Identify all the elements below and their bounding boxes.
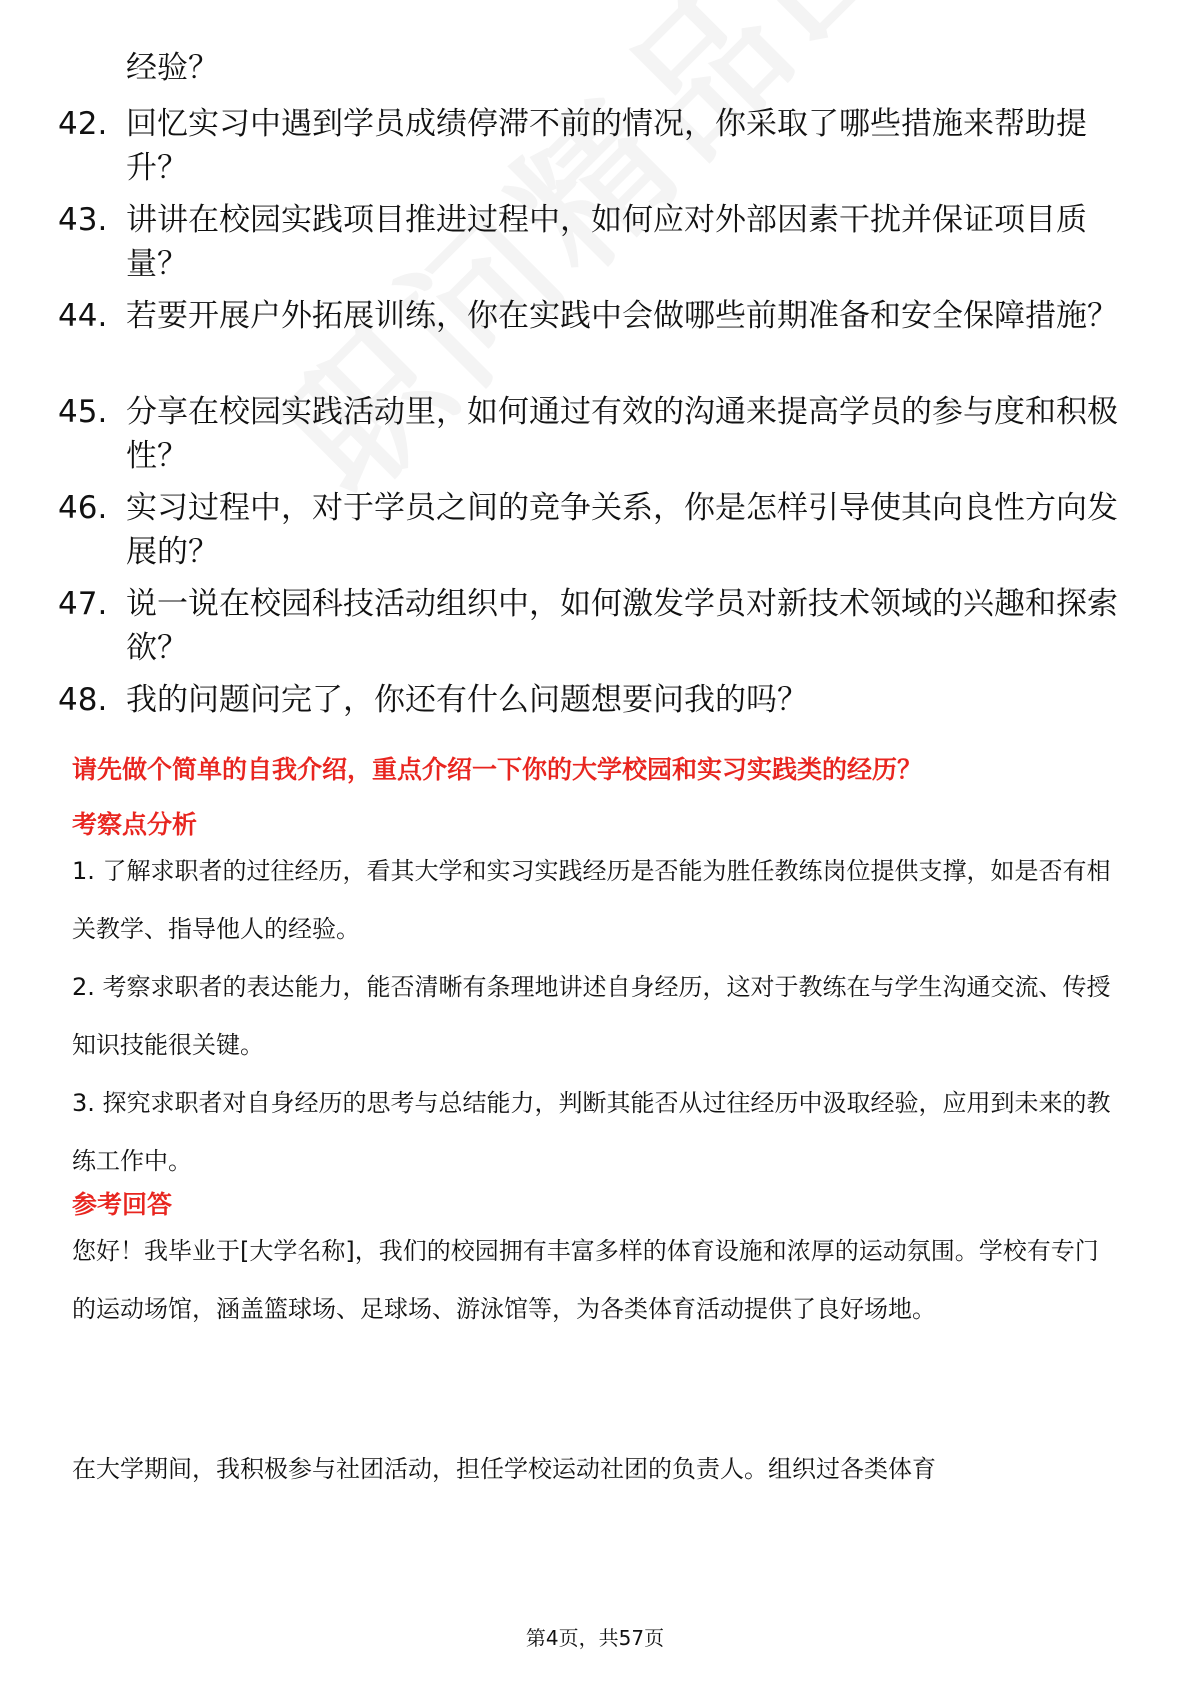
list-item [58, 390, 1118, 478]
list-item [58, 678, 1118, 722]
question-text: 经验？ [126, 50, 219, 86]
question-text: 分享在校园实践活动里，如何通过有效的沟通来提高学员的参与度和积极性？ [126, 394, 1118, 474]
page-number: 第4页，共57页 [525, 1626, 665, 1650]
list-item [58, 198, 1118, 286]
question-text: 实习过程中，对于学员之间的竞争关系，你是怎样引导使其向良性方向发展的？ [126, 490, 1118, 570]
question-text: 我的问题问完了，你还有什么问题想要问我的吗？ [126, 682, 808, 718]
list-item [58, 582, 1118, 670]
main-question: 请先做个简单的自我介绍，重点介绍一下你的大学校园和实习实践类的经历？ [72, 755, 923, 784]
list-item [58, 294, 1118, 338]
analysis-point: 1. 了解求职者的过往经历，看其大学和实习实践经历是否能为胜任教练岗位提供支撑，如是否有相关教学、指导他人的经验。 [72, 857, 1111, 943]
question-text: 说一说在校园科技活动组织中，如何激发学员对新技术领域的兴趣和探索欲？ [126, 586, 1118, 666]
question-number: 45. [58, 394, 108, 430]
list-item [58, 102, 1118, 190]
analysis-point: 3. 探究求职者对自身经历的思考与总结能力，判断其能否从过往经历中汲取经验，应用到未来的教练工作中。 [72, 1089, 1111, 1175]
question-number: 44. [58, 298, 108, 334]
question-number: 48. [58, 682, 108, 718]
question-number: 47. [58, 586, 108, 622]
reference-paragraph: 您好！我毕业于[大学名称]，我们的校园拥有丰富多样的体育设施和浓厚的运动氛围。学校有专门的运动场馆，涵盖篮球场、足球场、游泳馆等，为各类体育活动提供了良好场地。 [72, 1237, 1099, 1323]
list-item [58, 486, 1118, 574]
analysis-title: 考察点分析 [72, 810, 198, 839]
question-text: 回忆实习中遇到学员成绩停滞不前的情况，你采取了哪些措施来帮助提升？ [126, 106, 1087, 186]
analysis-point: 2. 考察求职者的表达能力，能否清晰有条理地讲述自身经历，这对于教练在与学生沟通交流、传授知识技能很关键。 [72, 973, 1111, 1059]
question-number: 42. [58, 106, 108, 142]
reference-paragraph: 在大学期间，我积极参与社团活动，担任学校运动社团的负责人。组织过各类体育 [72, 1455, 936, 1483]
question-number: 43. [58, 202, 108, 238]
question-number: 46. [58, 490, 108, 526]
list-item [58, 46, 1118, 90]
question-text: 若要开展户外拓展训练，你在实践中会做哪些前期准备和安全保障措施？ [126, 298, 1118, 334]
question-text: 讲讲在校园实践项目推进过程中，如何应对外部因素干扰并保证项目质量？ [126, 202, 1087, 282]
reference-title: 参考回答 [72, 1190, 173, 1219]
